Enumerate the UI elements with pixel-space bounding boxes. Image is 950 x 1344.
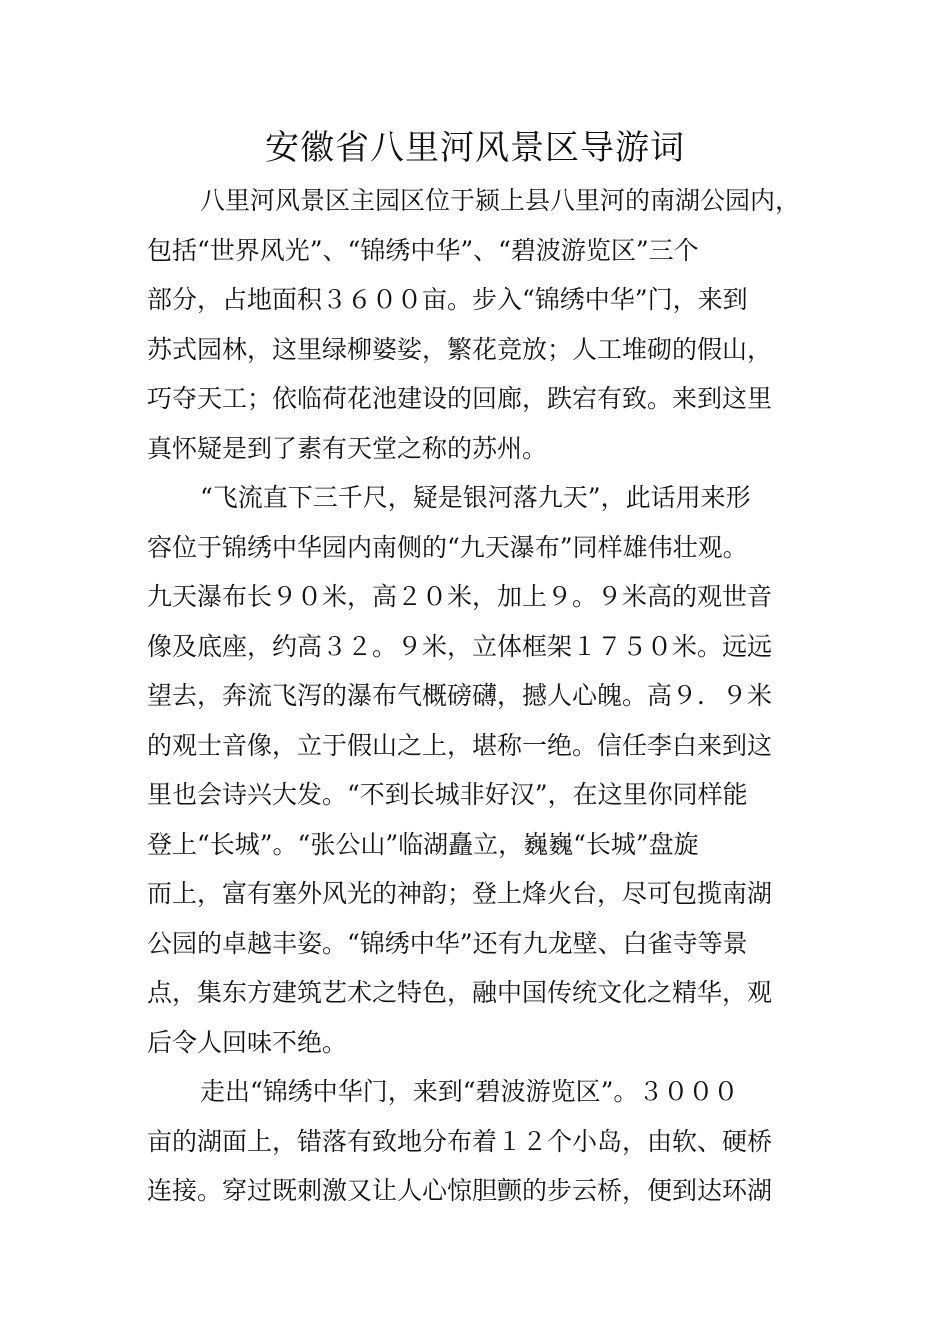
text-line: 苏式园林，这里绿柳婆娑，繁花竞放；人工堆砌的假山， [147, 334, 773, 364]
document-title: 安徽省八里河风景区导游词 [265, 128, 685, 168]
text-line: 公园的卓越丰姿。“锦绣中华”还有九龙壁、白雀寺等景 [147, 928, 748, 958]
text-line: 九天瀑布长９０米，高２０米，加上９。９米高的观世音 [147, 582, 773, 611]
text-line: 容位于锦绣中华园内南侧的“九天瀑布”同样雄伟壮观。 [147, 532, 748, 562]
text-line: 的观士音像，立于假山之上，堪称一绝。信任李白来到这 [147, 730, 773, 760]
text-line: 亩的湖面上，错落有致地分布着１２个小岛，由软、硬桥 [147, 1126, 773, 1156]
paragraph [147, 1067, 807, 1216]
text-line: 包括“世界风光”、“锦绣中华”、“碧波游览区”三个 [147, 235, 699, 265]
text-line: 登上“长城”。“张公山”临湖矗立，巍巍“长城”盘旋 [147, 829, 699, 859]
text-line: 部分，占地面积３６００亩。步入“锦绣中华”门，来到 [147, 285, 748, 314]
text-line: 里也会诗兴大发。“不到长城非好汉”，在这里你同样能 [147, 780, 748, 809]
text-line: 点，集东方建筑艺术之特色，融中国传统文化之精华，观 [147, 978, 773, 1007]
text-line: 像及底座，约高３２。９米，立体框架１７５０米。远远 [147, 631, 773, 661]
text-line: 巧夺天工；依临荷花池建设的回廊，跌宕有致。来到这里 [147, 384, 773, 413]
text-line: “飞流直下三千尺，疑是银河落九天”，此话用来形 [200, 483, 751, 512]
paragraph [147, 473, 807, 1067]
text-line: 八里河风景区主园区位于颍上县八里河的南湖公园内， [200, 186, 801, 215]
document-body [147, 176, 807, 1216]
text-line: 连接。穿过既刺激又让人心惊胆颤的步云桥，便到达环湖 [147, 1176, 773, 1205]
text-line: 走出“锦绣中华门，来到“碧波游览区”。３０００ [200, 1077, 739, 1106]
paragraph [147, 176, 807, 473]
text-line: 望去，奔流飞泻的瀑布气概磅礴，撼人心魄。高９．９米 [147, 681, 773, 710]
text-line: 真怀疑是到了素有天堂之称的苏州。 [147, 433, 548, 463]
text-line: 后令人回味不绝。 [147, 1027, 348, 1057]
text-line: 而上，富有塞外风光的神韵；登上烽火台，尽可包揽南湖 [147, 879, 773, 908]
